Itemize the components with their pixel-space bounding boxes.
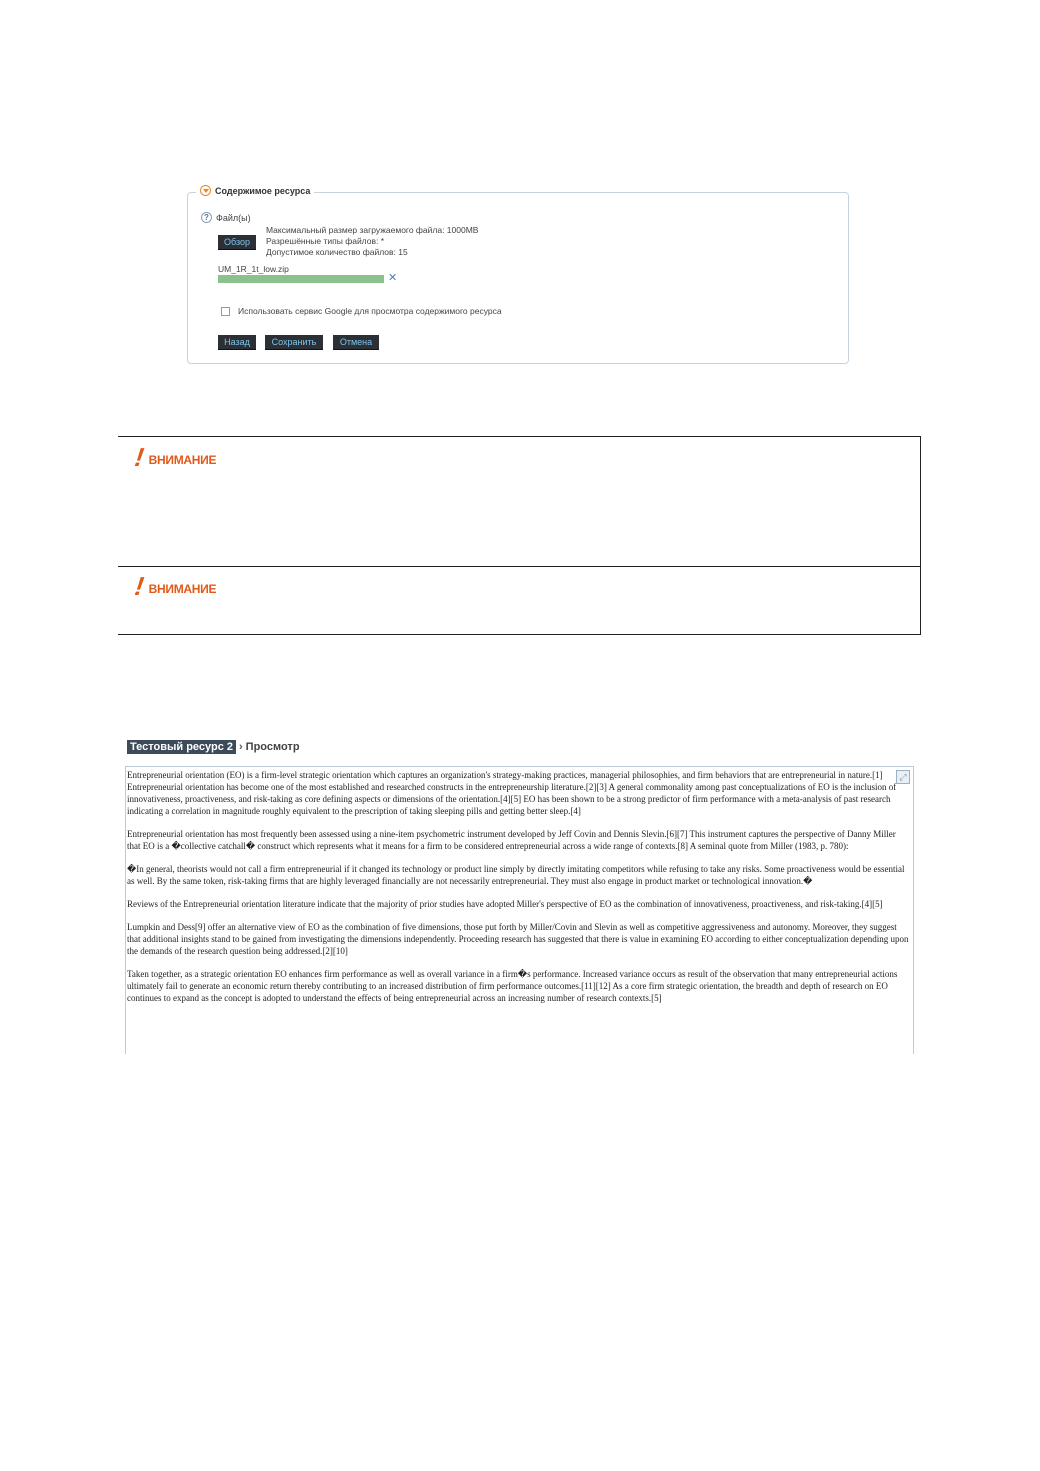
fieldset-legend-label: Содержимое ресурса bbox=[215, 185, 311, 196]
cancel-button[interactable]: Отмена bbox=[333, 335, 379, 349]
resource-content-fieldset bbox=[187, 185, 849, 364]
document-viewer[interactable] bbox=[125, 766, 914, 1054]
warning-header bbox=[132, 571, 217, 601]
warning-box bbox=[118, 436, 921, 635]
upload-constraints bbox=[266, 225, 478, 258]
files-field-label bbox=[201, 212, 251, 223]
document-paragraph: Lumpkin and Dess[9] offer an alternative view of EO as the combination of five dimensions, those put forth by Miller/Covin and Slevin as well as competitive aggressiveness and autonomy. Moreover, they suggest that additional insights stand to be gained from investigating the dimensions independently. Proceeding research has suggested that there is value in examining EO according to either conceptualization depending upon the demands of the research question being addressed.[2][10] bbox=[127, 922, 909, 956]
collapse-toggle-icon[interactable] bbox=[200, 185, 211, 196]
warning-header bbox=[132, 442, 217, 472]
warning-label: ВНИМАНИЕ bbox=[148, 453, 217, 467]
document-paragraph: Reviews of the Entrepreneurial orientation literature indicate that the majority of prior studies have adopted Miller's perspective of EO as the combination of innovativeness, proactiveness, and risk-taking.[4][5] bbox=[127, 899, 883, 909]
max-file-size-text: Максимальный размер загружаемого файла: 1000MB bbox=[266, 225, 479, 235]
exclamation-icon: ! bbox=[132, 571, 146, 601]
google-viewer-option[interactable] bbox=[221, 306, 502, 316]
google-viewer-checkbox[interactable] bbox=[221, 307, 230, 316]
document-paragraph: Entrepreneurial orientation (EO) is a firm-level strategic orientation which captures an organization's strategy-making practices, managerial philosophies, and firm behaviors that are entrepreneurial in nature.[1] Entrepreneurial orientation has become one of the most established and researched constructs in the entrepreneurship literature.[2][3] A general commonality among past conceptualizations of EO is the inclusion of innovativeness, proactiveness, and risk-taking as core defining aspects or dimensions of the orientation.[4][5] EO has been shown to be a strong predictor of firm performance with a meta-analysis of past research indicating a correlation in magnitude roughly equivalent to the prescription of taking sleeping pills and getting better sleep.[4] bbox=[127, 770, 897, 816]
max-files-text: Допустимое количество файлов: 15 bbox=[266, 247, 408, 257]
back-button[interactable]: Назад bbox=[218, 335, 256, 349]
document-paragraph: �In general, theorists would not call a firm entrepreneurial if it changed its technology or product line simply by directly imitating competitors while refusing to take any risks. Some proactiveness would be essential as well. By the same token, risk-taking firms that are highly leveraged financially are not necessarily entrepreneurial. They must also engage in product market or technological innovation.� bbox=[127, 864, 905, 886]
upload-progress-fill bbox=[218, 275, 384, 283]
document-paragraph: Entrepreneurial orientation has most frequently been assessed using a nine-item psychometric instrument developed by Jeff Covin and Dennis Slevin.[6][7] This instrument captures the perspective of Danny Miller that EO is a �collective catchall� construct which represents what it means for a firm to be considered entrepreneurial across a wide range of contexts.[8] A seminal quote from Miller (1983, p. 780): bbox=[127, 829, 896, 851]
google-viewer-label: Использовать сервис Google для просмотра содержимого ресурса bbox=[238, 306, 502, 316]
breadcrumb-current: Просмотр bbox=[245, 741, 300, 753]
upload-progress-bar bbox=[218, 275, 384, 283]
browse-button[interactable]: Обзор bbox=[218, 235, 256, 249]
breadcrumb-separator: › bbox=[239, 741, 243, 753]
document-text bbox=[126, 767, 913, 1004]
exclamation-icon: ! bbox=[132, 442, 146, 472]
allowed-types-text: Разрешённые типы файлов: * bbox=[266, 236, 385, 246]
warning-divider bbox=[118, 566, 920, 567]
remove-file-icon[interactable]: ✕ bbox=[388, 272, 398, 284]
breadcrumb bbox=[127, 740, 300, 754]
breadcrumb-resource-link[interactable]: Тестовый ресурс 2 bbox=[127, 740, 236, 754]
expand-viewer-icon[interactable]: ⤢ bbox=[896, 770, 910, 784]
help-icon[interactable]: ? bbox=[201, 212, 212, 223]
warning-label: ВНИМАНИЕ bbox=[148, 582, 217, 596]
files-label-text: Файл(ы) bbox=[216, 212, 251, 223]
uploaded-file-name: UM_1R_1t_low.zip bbox=[218, 264, 289, 274]
document-paragraph: Taken together, as a strategic orientation EO enhances firm performance as well as overall variance in a firm�s performance. Increased variance occurs as result of the observation that many entrepreneurial actions ultimately fail to generate an economic return thereby contributing to an increased distribution of firm performance outcomes.[11][12] As a core firm strategic orientation, the breadth and depth of research on EO continues to expand as the concept is adopted to understand the effects of being entrepreneurial across an increasing number of research contexts.[5] bbox=[127, 969, 898, 1003]
fieldset-legend[interactable] bbox=[196, 185, 314, 196]
save-button[interactable]: Сохранить bbox=[265, 335, 323, 349]
